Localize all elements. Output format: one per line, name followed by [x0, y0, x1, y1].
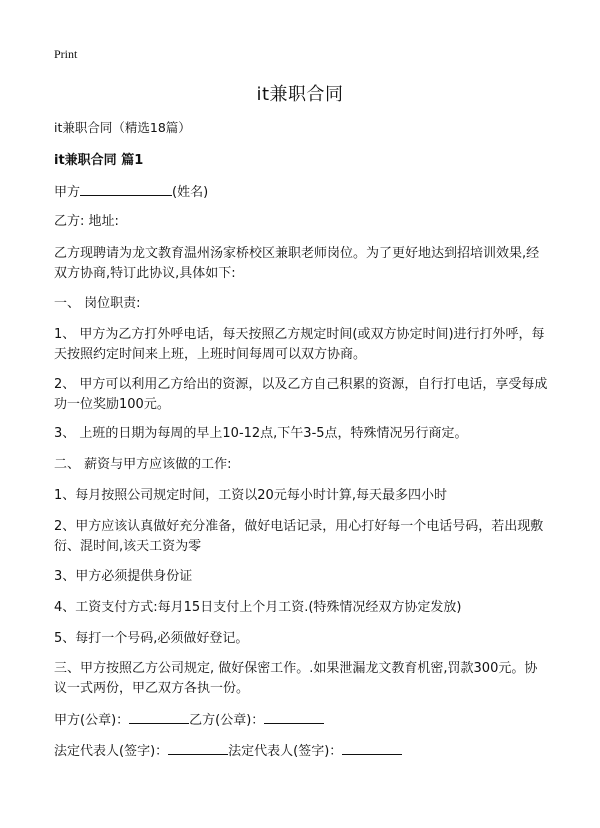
heading-duties: 一、 岗位职责: [54, 296, 141, 311]
party-a-rep-blank [168, 740, 228, 755]
salary-item-2: 2、甲方应该认真做好充分准备，做好电话记录，用心打好每一个电话号码，若出现敷衍、混时间,该天工资为零 [54, 519, 544, 554]
party-a-rep-label: 法定代表人(签字)： [54, 744, 169, 759]
party-a-seal-label: 甲方(公章)： [54, 713, 130, 728]
heading-salary: 二、 薪资与甲方应该做的工作: [54, 457, 232, 472]
salary-item-4: 4、工资支付方式:每月15日支付上个月工资.(特殊情况经双方协定发放) [54, 600, 462, 615]
party-b-line: 乙方: 地址: [54, 214, 119, 229]
salary-item-1: 1、每月按照公司规定时间，工资以20元每小时计算,每天最多四小时 [54, 488, 447, 503]
party-b-rep-label: 法定代表人(签字)： [228, 744, 343, 759]
duty-item-2: 2、 甲方可以利用乙方给出的资源，以及乙方自己积累的资源，自行打电话，享受每成功一位奖励100元。 [54, 377, 548, 412]
representative-signature-line [54, 740, 554, 762]
print-link[interactable]: Print [54, 47, 78, 61]
party-a-line [54, 181, 554, 203]
party-a-seal-blank [129, 709, 189, 724]
document-title: it兼职合同 [256, 84, 344, 105]
salary-item-5: 5、每打一个号码,必须做好登记。 [54, 631, 249, 646]
intro-paragraph: 乙方现聘请为龙文教育温州汤家桥校区兼职老师岗位。为了更好地达到招培训效果,经双方协商,特订此协议,具体如下: [54, 246, 540, 281]
seal-signature-line [54, 709, 554, 731]
confidentiality-clause: 三、甲方按照乙方公司规定, 做好保密工作。.如果泄漏龙文教育机密,罚款300元。协议一式两份，甲乙双方各执一份。 [54, 661, 538, 696]
party-b-rep-blank [342, 740, 402, 755]
party-b-seal-blank [264, 709, 324, 724]
party-a-suffix: (姓名) [172, 185, 209, 200]
duty-item-3: 3、 上班的日期为每周的早上10-12点,下午3-5点，特殊情况另行商定。 [54, 426, 468, 441]
salary-item-3: 3、甲方必须提供身份证 [54, 569, 193, 584]
party-a-prefix: 甲方 [54, 185, 81, 200]
duty-item-1: 1、 甲方为乙方打外呼电话，每天按照乙方规定时间(或双方协定时间)进行打外呼，每天按照约定时间来上班，上班时间每周可以双方协商。 [54, 327, 545, 362]
document-subtitle: it兼职合同（精选18篇） [54, 120, 191, 135]
party-a-name-blank [80, 181, 172, 196]
party-b-seal-label: 乙方(公章)： [189, 713, 265, 728]
section-title: it兼职合同 篇1 [54, 153, 144, 168]
